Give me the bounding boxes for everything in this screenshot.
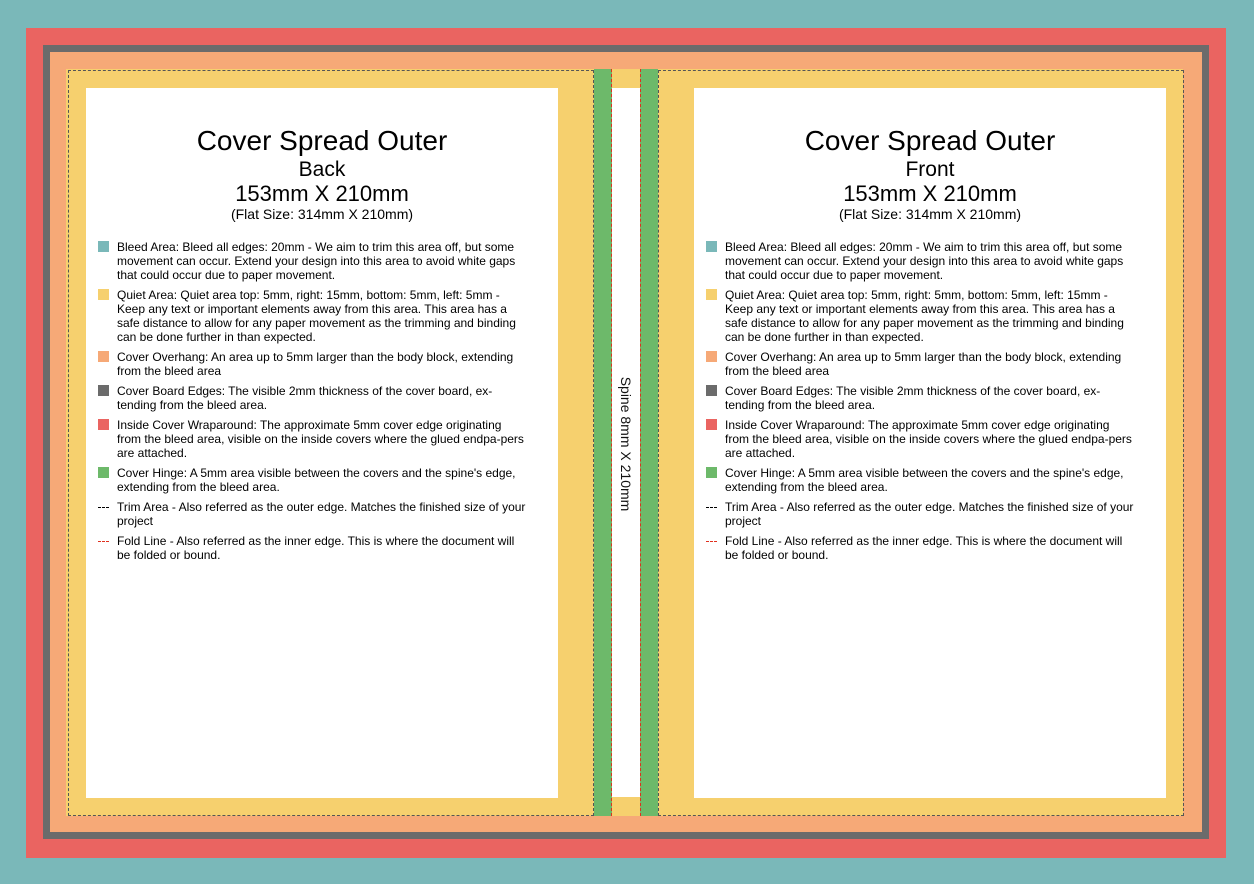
legend-text: Cover Overhang: An area up to 5mm larger than the body block, extending from the bleed area [725, 350, 1122, 378]
color-swatch-icon [706, 289, 717, 300]
legend-text: Quiet Area: Quiet area top: 5mm, right: 15mm, bottom: 5mm, left: 5mm - Keep any text or important elements away from this area. This area has a safe distance to allow for any paper movement as the trimming and binding can be done further in than expected. [117, 288, 516, 344]
legend-text: Quiet Area: Quiet area top: 5mm, right: 5mm, bottom: 5mm, left: 15mm - Keep any text or important elements away from this area. This area has a safe distance to allow for any paper movement as the trimming and binding can be done further in than expected. [725, 288, 1124, 344]
legend-item [706, 384, 1136, 412]
cover-hinge-right [640, 69, 658, 816]
legend-item [706, 240, 1136, 282]
legend-item [706, 500, 1136, 528]
fold-line-left [611, 69, 612, 816]
legend-text: Cover Board Edges: The visible 2mm thickness of the cover board, ex-tending from the bleed area. [725, 384, 1101, 412]
legend-text: Bleed Area: Bleed all edges: 20mm - We aim to trim this area off, but some movement can occur. Extend your design into this area to avoid white gaps that could occur due to paper movement. [725, 240, 1124, 282]
dashed-line-icon [706, 507, 717, 508]
legend-text: Inside Cover Wraparound: The approximate 5mm cover edge originating from the bleed area, visible on the inside covers where the glued endpa-pers are attached. [725, 418, 1132, 460]
color-swatch-icon [706, 467, 717, 478]
legend-text: Cover Hinge: A 5mm area visible between the covers and the spine's edge, extending from the bleed area. [725, 466, 1124, 494]
legend-text: Fold Line - Also referred as the inner edge. This is where the document will be folded or bound. [117, 534, 515, 562]
color-swatch-icon [98, 419, 109, 430]
color-swatch-icon [98, 241, 109, 252]
legend-item [98, 288, 528, 344]
front-size: 153mm X 210mm [843, 181, 1017, 206]
color-swatch-icon [98, 289, 109, 300]
legend-text: Trim Area - Also referred as the outer edge. Matches the finished size of your project [117, 500, 526, 528]
legend-text: Trim Area - Also referred as the outer edge. Matches the finished size of your project [725, 500, 1134, 528]
legend-text: Bleed Area: Bleed all edges: 20mm - We aim to trim this area off, but some movement can occur. Extend your design into this area to avoid white gaps that could occur due to paper movement. [117, 240, 516, 282]
color-swatch-icon [98, 351, 109, 362]
legend-item [98, 418, 528, 460]
spine-label: Spine 8mm X 210mm [618, 376, 634, 512]
legend-item [98, 466, 528, 494]
cover-hinge-left [594, 69, 612, 816]
front-flat-size: (Flat Size: 314mm X 210mm) [838, 206, 1022, 222]
legend-item [98, 500, 528, 528]
dashed-line-icon [98, 541, 109, 542]
front-title: Cover Spread Outer [804, 125, 1056, 156]
back-cover-panel [86, 88, 558, 798]
back-title: Cover Spread Outer [196, 125, 448, 156]
legend-item [98, 384, 528, 412]
fold-line-right [640, 69, 641, 816]
front-legend [706, 240, 1136, 568]
dashed-line-icon [706, 541, 717, 542]
color-swatch-icon [706, 419, 717, 430]
legend-item [706, 466, 1136, 494]
legend-item [98, 534, 528, 562]
legend-item [706, 350, 1136, 378]
front-subtitle: Front [905, 158, 955, 181]
color-swatch-icon [706, 241, 717, 252]
legend-item [706, 288, 1136, 344]
back-size: 153mm X 210mm [235, 181, 409, 206]
legend-item [98, 350, 528, 378]
legend-text: Inside Cover Wraparound: The approximate 5mm cover edge originating from the bleed area, visible on the inside covers where the glued endpa-pers are attached. [117, 418, 524, 460]
color-swatch-icon [98, 467, 109, 478]
back-legend [98, 240, 528, 568]
legend-text: Cover Hinge: A 5mm area visible between the covers and the spine's edge, extending from the bleed area. [117, 466, 516, 494]
back-flat-size: (Flat Size: 314mm X 210mm) [230, 206, 414, 222]
legend-item [706, 418, 1136, 460]
legend-text: Fold Line - Also referred as the inner edge. This is where the document will be folded or bound. [725, 534, 1123, 562]
legend-item [706, 534, 1136, 562]
color-swatch-icon [98, 385, 109, 396]
legend-item [98, 240, 528, 282]
legend-text: Cover Board Edges: The visible 2mm thickness of the cover board, ex-tending from the bleed area. [117, 384, 493, 412]
dashed-line-icon [98, 507, 109, 508]
back-subtitle: Back [298, 158, 346, 181]
legend-text: Cover Overhang: An area up to 5mm larger than the body block, extending from the bleed area [117, 350, 514, 378]
color-swatch-icon [706, 351, 717, 362]
front-cover-panel [694, 88, 1166, 798]
color-swatch-icon [706, 385, 717, 396]
